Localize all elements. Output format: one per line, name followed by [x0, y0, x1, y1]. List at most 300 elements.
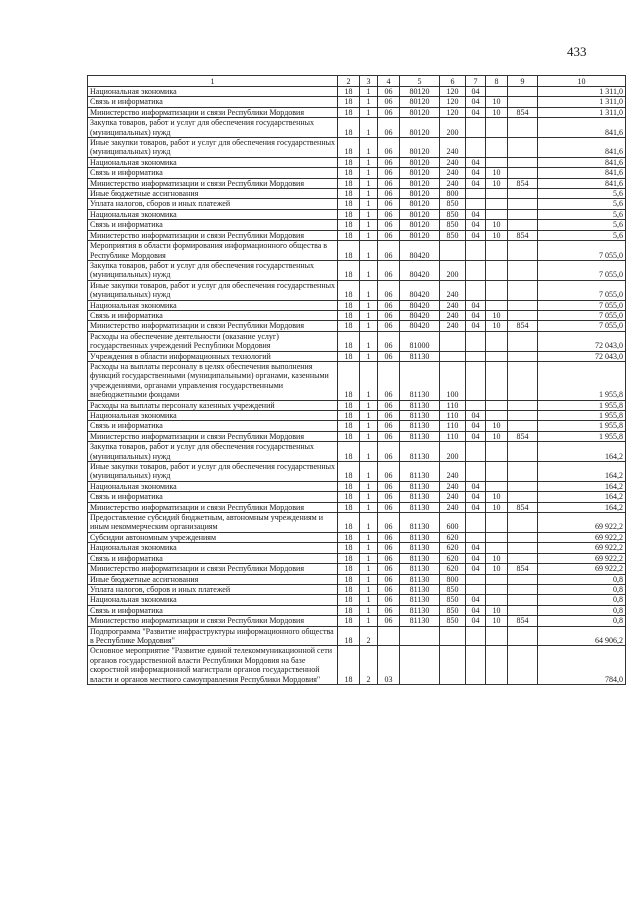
row-name-cell: Министерство информатизации и связи Республики Мордовия: [88, 564, 338, 574]
table-row: [88, 87, 626, 97]
col2-cell: 18: [338, 189, 360, 199]
col8-cell: 10: [486, 564, 508, 574]
col4-cell: 06: [378, 481, 400, 491]
col9-cell: [508, 280, 538, 300]
col2-cell: 18: [338, 595, 360, 605]
table-row: [88, 260, 626, 280]
col8-cell: [486, 646, 508, 685]
col9-cell: [508, 331, 538, 351]
col5-cell: 81130: [400, 481, 440, 491]
col8-cell: 10: [486, 616, 508, 626]
col5-cell: 81130: [400, 361, 440, 400]
row-name-cell: Связь и информатика: [88, 492, 338, 502]
col6-cell: 240: [440, 280, 466, 300]
col8-cell: [486, 351, 508, 361]
col9-cell: [508, 400, 538, 410]
col4-cell: 06: [378, 421, 400, 431]
row-name-cell: Связь и информатика: [88, 220, 338, 230]
col5-cell: 80120: [400, 220, 440, 230]
table-row: [88, 138, 626, 158]
col4-cell: 06: [378, 260, 400, 280]
col2-cell: 18: [338, 107, 360, 117]
row-name-cell: Закупка товаров, работ и услуг для обеспечения государственных (муниципальных) нужд: [88, 260, 338, 280]
col5-cell: 81130: [400, 431, 440, 441]
col4-cell: 06: [378, 189, 400, 199]
row-name-cell: Иные закупки товаров, работ и услуг для обеспечения государственных (муниципальных) нужд: [88, 462, 338, 482]
col5-cell: 81130: [400, 584, 440, 594]
col2-cell: 18: [338, 442, 360, 462]
col5-cell: 81130: [400, 400, 440, 410]
table-row: [88, 107, 626, 117]
col6-cell: 240: [440, 138, 466, 158]
col2-cell: 18: [338, 157, 360, 167]
col3-cell: 1: [360, 189, 378, 199]
col8-cell: [486, 481, 508, 491]
col2-cell: 18: [338, 260, 360, 280]
col8-cell: [486, 138, 508, 158]
col4-cell: 06: [378, 564, 400, 574]
col2-cell: 18: [338, 553, 360, 563]
col2-cell: 18: [338, 361, 360, 400]
row-name-cell: Подпрограмма "Развитие инфраструктуры информационного общества в Республике Мордовия": [88, 626, 338, 646]
col5-cell: 81130: [400, 543, 440, 553]
col5-cell: 80120: [400, 168, 440, 178]
col4-cell: 06: [378, 107, 400, 117]
col7-cell: 04: [466, 300, 486, 310]
row-name-cell: Субсидии автономным учреждениям: [88, 532, 338, 542]
row-name-cell: Министерство информатизации и связи Республики Мордовия: [88, 431, 338, 441]
col9-cell: [508, 157, 538, 167]
col9-cell: 854: [508, 502, 538, 512]
col7-cell: [466, 241, 486, 261]
col3-cell: 1: [360, 481, 378, 491]
col5-cell: 81130: [400, 492, 440, 502]
amount-cell: 7 055,0: [538, 321, 626, 331]
col2-cell: 18: [338, 209, 360, 219]
col5-cell: 81130: [400, 502, 440, 512]
col7-cell: [466, 351, 486, 361]
col4-cell: 03: [378, 646, 400, 685]
row-name-cell: Учреждения в области информационных технологий: [88, 351, 338, 361]
col2-cell: 18: [338, 492, 360, 502]
column-header: 4: [378, 76, 400, 87]
table-row: [88, 421, 626, 431]
col8-cell: [486, 595, 508, 605]
amount-cell: 0,8: [538, 616, 626, 626]
col4-cell: 06: [378, 168, 400, 178]
row-name-cell: Национальная экономика: [88, 543, 338, 553]
col4-cell: 06: [378, 118, 400, 138]
col5-cell: 80120: [400, 189, 440, 199]
col7-cell: [466, 400, 486, 410]
col3-cell: 1: [360, 138, 378, 158]
table-row: [88, 97, 626, 107]
col6-cell: 620: [440, 543, 466, 553]
col3-cell: 1: [360, 310, 378, 320]
amount-cell: 69 922,2: [538, 532, 626, 542]
col3-cell: 1: [360, 280, 378, 300]
table-row: [88, 543, 626, 553]
col5-cell: 80420: [400, 300, 440, 310]
col2-cell: 18: [338, 584, 360, 594]
table-row: [88, 564, 626, 574]
col7-cell: [466, 646, 486, 685]
col8-cell: [486, 209, 508, 219]
col5-cell: 80120: [400, 138, 440, 158]
row-name-cell: Расходы на выплаты персоналу казенных учреждений: [88, 400, 338, 410]
amount-cell: 1 955,8: [538, 421, 626, 431]
col7-cell: 04: [466, 605, 486, 615]
col4-cell: 06: [378, 411, 400, 421]
row-name-cell: Связь и информатика: [88, 605, 338, 615]
row-name-cell: Национальная экономика: [88, 595, 338, 605]
row-name-cell: Уплата налогов, сборов и иных платежей: [88, 584, 338, 594]
col2-cell: 18: [338, 310, 360, 320]
amount-cell: 5,6: [538, 199, 626, 209]
col2-cell: 18: [338, 605, 360, 615]
col6-cell: 850: [440, 220, 466, 230]
col2-cell: 18: [338, 626, 360, 646]
table-row: [88, 553, 626, 563]
col9-cell: [508, 300, 538, 310]
col2-cell: 18: [338, 280, 360, 300]
col2-cell: 18: [338, 564, 360, 574]
col6-cell: 850: [440, 595, 466, 605]
col8-cell: [486, 241, 508, 261]
col8-cell: 10: [486, 107, 508, 117]
column-header: 3: [360, 76, 378, 87]
col5-cell: 81130: [400, 605, 440, 615]
amount-cell: 69 922,2: [538, 553, 626, 563]
col6-cell: 200: [440, 118, 466, 138]
col5-cell: 81000: [400, 331, 440, 351]
col4-cell: 06: [378, 241, 400, 261]
table-row: [88, 189, 626, 199]
col7-cell: [466, 626, 486, 646]
col5-cell: 81130: [400, 351, 440, 361]
col4-cell: 06: [378, 310, 400, 320]
col8-cell: 10: [486, 553, 508, 563]
col7-cell: 04: [466, 168, 486, 178]
row-name-cell: Министерство информатизации и связи Республики Мордовия: [88, 616, 338, 626]
row-name-cell: Национальная экономика: [88, 411, 338, 421]
col6-cell: 800: [440, 574, 466, 584]
row-name-cell: Основное мероприятие "Развитие единой телекоммуникационной сети органов государственной власти Республики Мордовия на базе скоростной информационной магистрали органов государственной власти и органов местного самоуправления Республики Мордовия": [88, 646, 338, 685]
row-name-cell: Национальная экономика: [88, 209, 338, 219]
col7-cell: 04: [466, 481, 486, 491]
col7-cell: [466, 532, 486, 542]
col5-cell: 80120: [400, 209, 440, 219]
row-name-cell: Министерство информатизации и связи Республики Мордовия: [88, 321, 338, 331]
row-name-cell: Министерство информатизации и связи Республики Мордовия: [88, 230, 338, 240]
row-name-cell: Связь и информатика: [88, 553, 338, 563]
col9-cell: [508, 626, 538, 646]
col2-cell: 18: [338, 118, 360, 138]
col3-cell: 1: [360, 230, 378, 240]
col3-cell: 1: [360, 199, 378, 209]
col7-cell: [466, 361, 486, 400]
col5-cell: 81130: [400, 462, 440, 482]
col6-cell: 200: [440, 260, 466, 280]
amount-cell: 1 955,8: [538, 400, 626, 410]
col3-cell: 1: [360, 361, 378, 400]
amount-cell: 69 922,2: [538, 564, 626, 574]
col4-cell: 06: [378, 616, 400, 626]
amount-cell: 841,6: [538, 157, 626, 167]
col4-cell: 06: [378, 442, 400, 462]
col5-cell: 80120: [400, 178, 440, 188]
column-header: 1: [88, 76, 338, 87]
col3-cell: 1: [360, 584, 378, 594]
col2-cell: 18: [338, 331, 360, 351]
amount-cell: 72 043,0: [538, 351, 626, 361]
row-name-cell: Уплата налогов, сборов и иных платежей: [88, 199, 338, 209]
col2-cell: 18: [338, 462, 360, 482]
table-row: [88, 331, 626, 351]
amount-cell: 784,0: [538, 646, 626, 685]
col6-cell: 110: [440, 431, 466, 441]
col3-cell: 1: [360, 157, 378, 167]
col4-cell: 06: [378, 584, 400, 594]
table-row: [88, 157, 626, 167]
col5-cell: 80420: [400, 280, 440, 300]
table-row: [88, 168, 626, 178]
col9-cell: [508, 462, 538, 482]
col5-cell: 80420: [400, 321, 440, 331]
col9-cell: [508, 513, 538, 533]
table-row: [88, 220, 626, 230]
amount-cell: 0,8: [538, 605, 626, 615]
amount-cell: 1 955,8: [538, 411, 626, 421]
amount-cell: 64 906,2: [538, 626, 626, 646]
col5-cell: 81130: [400, 595, 440, 605]
col9-cell: [508, 97, 538, 107]
col6-cell: 240: [440, 321, 466, 331]
table-row: [88, 442, 626, 462]
col4-cell: 06: [378, 543, 400, 553]
amount-cell: 5,6: [538, 209, 626, 219]
col2-cell: 18: [338, 138, 360, 158]
col7-cell: [466, 584, 486, 594]
col6-cell: 800: [440, 189, 466, 199]
col9-cell: [508, 574, 538, 584]
col9-cell: [508, 481, 538, 491]
col9-cell: 854: [508, 178, 538, 188]
col4-cell: 06: [378, 502, 400, 512]
table-row: [88, 321, 626, 331]
col7-cell: 04: [466, 209, 486, 219]
col2-cell: 18: [338, 241, 360, 261]
column-header: 8: [486, 76, 508, 87]
row-name-cell: Связь и информатика: [88, 421, 338, 431]
col3-cell: 1: [360, 431, 378, 441]
col3-cell: 1: [360, 442, 378, 462]
table-row: [88, 626, 626, 646]
col7-cell: 04: [466, 616, 486, 626]
col4-cell: 06: [378, 462, 400, 482]
table-row: [88, 178, 626, 188]
col7-cell: 04: [466, 564, 486, 574]
col4-cell: 06: [378, 280, 400, 300]
col4-cell: 06: [378, 321, 400, 331]
table-header-row: [88, 76, 626, 87]
budget-table: [87, 75, 626, 685]
col6-cell: 240: [440, 300, 466, 310]
col7-cell: 04: [466, 411, 486, 421]
col2-cell: 18: [338, 543, 360, 553]
col3-cell: 1: [360, 513, 378, 533]
col8-cell: [486, 574, 508, 584]
col8-cell: [486, 462, 508, 482]
col3-cell: 1: [360, 492, 378, 502]
col4-cell: 06: [378, 532, 400, 542]
col7-cell: 04: [466, 178, 486, 188]
col9-cell: [508, 138, 538, 158]
col2-cell: 18: [338, 178, 360, 188]
col7-cell: [466, 260, 486, 280]
col3-cell: 1: [360, 300, 378, 310]
col8-cell: [486, 626, 508, 646]
col7-cell: [466, 280, 486, 300]
col4-cell: [378, 626, 400, 646]
amount-cell: 164,2: [538, 492, 626, 502]
col6-cell: 120: [440, 107, 466, 117]
col4-cell: 06: [378, 178, 400, 188]
col8-cell: 10: [486, 178, 508, 188]
col2-cell: 18: [338, 616, 360, 626]
col2-cell: 18: [338, 230, 360, 240]
col7-cell: 04: [466, 220, 486, 230]
col5-cell: 80420: [400, 310, 440, 320]
col5-cell: 80120: [400, 107, 440, 117]
col8-cell: [486, 260, 508, 280]
col6-cell: [440, 626, 466, 646]
amount-cell: 7 055,0: [538, 241, 626, 261]
col3-cell: 1: [360, 260, 378, 280]
row-name-cell: Расходы на выплаты персоналу в целях обеспечения выполнения функций государственными (муниципальными) органами, казенными учреждениями, органами управления государственными внебюджетными фондами: [88, 361, 338, 400]
amount-cell: 7 055,0: [538, 310, 626, 320]
col9-cell: [508, 553, 538, 563]
col9-cell: [508, 442, 538, 462]
col9-cell: [508, 351, 538, 361]
col3-cell: 1: [360, 502, 378, 512]
col4-cell: 06: [378, 605, 400, 615]
col2-cell: 18: [338, 481, 360, 491]
col4-cell: 06: [378, 230, 400, 240]
row-name-cell: Национальная экономика: [88, 481, 338, 491]
page-number: 433: [567, 44, 587, 59]
col6-cell: 850: [440, 230, 466, 240]
col2-cell: 18: [338, 502, 360, 512]
column-header: 2: [338, 76, 360, 87]
col4-cell: 06: [378, 400, 400, 410]
col6-cell: 120: [440, 97, 466, 107]
col3-cell: 1: [360, 321, 378, 331]
row-name-cell: Закупка товаров, работ и услуг для обеспечения государственных (муниципальных) нужд: [88, 118, 338, 138]
amount-cell: 0,8: [538, 595, 626, 605]
table-row: [88, 605, 626, 615]
column-header: 7: [466, 76, 486, 87]
table-row: [88, 118, 626, 138]
col8-cell: 10: [486, 230, 508, 240]
col9-cell: [508, 605, 538, 615]
col6-cell: 110: [440, 400, 466, 410]
col2-cell: 18: [338, 574, 360, 584]
col3-cell: 1: [360, 543, 378, 553]
col2-cell: 18: [338, 646, 360, 685]
table-row: [88, 241, 626, 261]
row-name-cell: Расходы на обеспечение деятельности (оказание услуг) государственных учреждений Республики Мордовия: [88, 331, 338, 351]
col9-cell: [508, 595, 538, 605]
table-row: [88, 230, 626, 240]
col3-cell: 1: [360, 107, 378, 117]
amount-cell: 164,2: [538, 502, 626, 512]
col4-cell: 06: [378, 220, 400, 230]
col6-cell: 100: [440, 361, 466, 400]
col2-cell: 18: [338, 220, 360, 230]
col9-cell: [508, 220, 538, 230]
amount-cell: 0,8: [538, 584, 626, 594]
row-name-cell: Закупка товаров, работ и услуг для обеспечения государственных (муниципальных) нужд: [88, 442, 338, 462]
col2-cell: 18: [338, 87, 360, 97]
col3-cell: 1: [360, 331, 378, 351]
col5-cell: 81130: [400, 421, 440, 431]
col5-cell: [400, 646, 440, 685]
table-row: [88, 513, 626, 533]
col4-cell: 06: [378, 87, 400, 97]
col6-cell: 110: [440, 411, 466, 421]
col5-cell: 81130: [400, 442, 440, 462]
col3-cell: 1: [360, 553, 378, 563]
col5-cell: 80120: [400, 199, 440, 209]
col6-cell: 240: [440, 481, 466, 491]
col6-cell: 240: [440, 157, 466, 167]
col9-cell: [508, 492, 538, 502]
col8-cell: [486, 118, 508, 138]
col9-cell: 854: [508, 321, 538, 331]
col9-cell: [508, 241, 538, 261]
col9-cell: 854: [508, 616, 538, 626]
col4-cell: 06: [378, 157, 400, 167]
amount-cell: 1 955,8: [538, 431, 626, 441]
col7-cell: 04: [466, 492, 486, 502]
col7-cell: 04: [466, 230, 486, 240]
col7-cell: [466, 118, 486, 138]
col8-cell: [486, 280, 508, 300]
col5-cell: 80120: [400, 118, 440, 138]
col2-cell: 18: [338, 421, 360, 431]
col4-cell: 06: [378, 199, 400, 209]
amount-cell: 0,8: [538, 574, 626, 584]
col4-cell: 06: [378, 492, 400, 502]
col6-cell: 110: [440, 421, 466, 431]
col5-cell: 81130: [400, 513, 440, 533]
col8-cell: [486, 300, 508, 310]
row-name-cell: Министерство информатизации и связи Республики Мордовия: [88, 178, 338, 188]
col9-cell: [508, 199, 538, 209]
col7-cell: [466, 513, 486, 533]
col9-cell: [508, 310, 538, 320]
col8-cell: 10: [486, 321, 508, 331]
col6-cell: 240: [440, 502, 466, 512]
col9-cell: [508, 209, 538, 219]
col7-cell: 04: [466, 107, 486, 117]
col7-cell: [466, 442, 486, 462]
amount-cell: 72 043,0: [538, 331, 626, 351]
col8-cell: 10: [486, 220, 508, 230]
col6-cell: 850: [440, 209, 466, 219]
col4-cell: 06: [378, 351, 400, 361]
